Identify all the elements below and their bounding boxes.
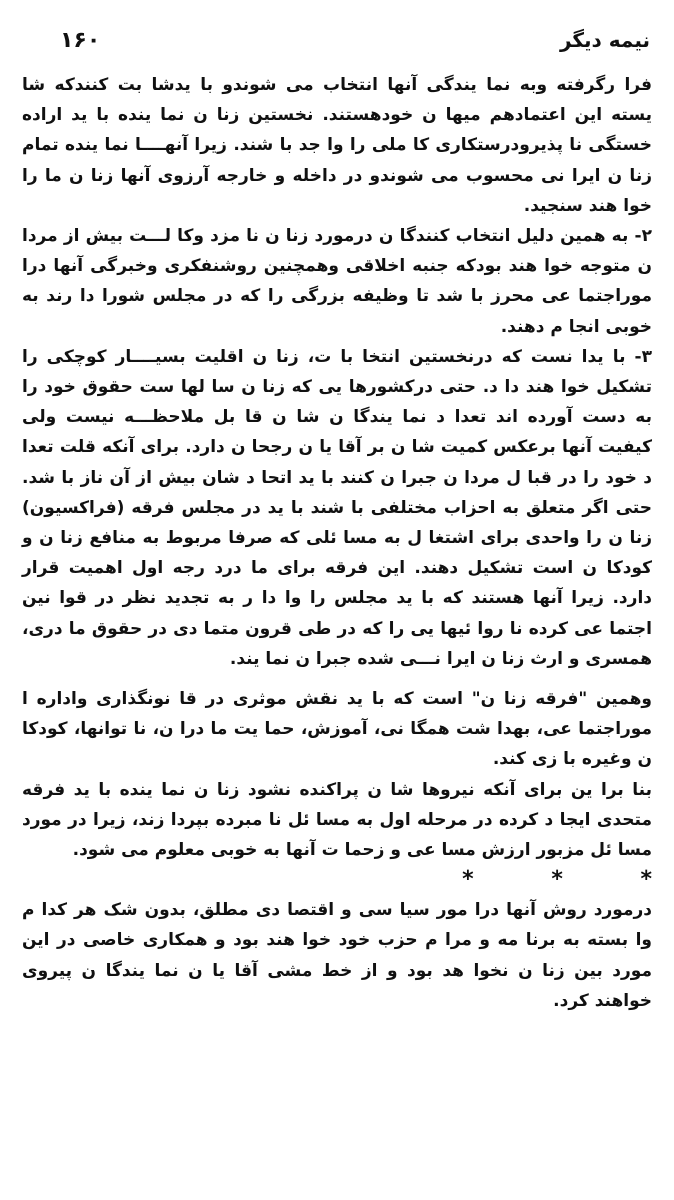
paragraph: ۳- با یدا نست که درنخستین انتخا با ت، زنا ن اقلیت بسیــــار کوچکی را تشکیل خوا هند دا د. حتی درکشورها یی که زنا ن سا لها ست حقوق خود را به دست آورده اند تعدا د نما یندگا ن شا ن قا بل ملاحظـــه نیست ولی کیفیت آنها برعکس کمیت شا ن بر آقا یا ن رجحا ن دارد. برای آنکه قلت تعدا د خود را در قبا ل مردا ن جبرا ن کنند با ید اتحا د شان بیش از آن ناز با شد. حتی اگر متعلق به احزاب مختلفی با شند با ید در مجلس فرقه (فراکسیون) زنا ن را واحدی برای اشتغا ل به مسا ئلی که صرفا مربوط به منافع زنا ن و کودکا ن است تشکیل دهند. این فرقه برای ما درد رجه اول اهمیت قرار دارد. زیرا آنها هستند که با ید مجلس را وا دا ر به تجدید نظر در قوا نین اجتما عی کرده نا روا ئیها یی را که در طی قرون متما دی در حقوق ما دری، همسری و ارث زنا ن ایرا نـــی شده جبرا ن نما یند.: [22, 346, 652, 669]
paragraph: وهمین "فرقه زنا ن" است که با ید نقش موثری در قا نونگذاری واداره ا موراجتما عی، بهدا شت همگا نی، آموزش، حما یت ما درا ن، نا توانها، کودکا ن وغیره با زی کند.: [22, 689, 652, 770]
paragraph: ۲- به همین دلیل انتخاب کنندگا ن درمورد زنا ن نا مزد وکا لـــت بیش از مردا ن متوجه خوا هند بودکه جنبه اخلاقی وهمچنین روشنفکری وخبرگی آنها درا موراجتما عی محرز با شد تا وظیفه بزرگی را که در مجلس شورا دا رند به خوبی انجا م دهند.: [22, 226, 652, 337]
paragraph: درمورد روش آنها درا مور سیا سی و اقتصا دی مطلق، بدون شک هر کدا م وا بسته به برنا مه و مرا م حزب خود خوا هند بود و همکاری خاصی در این مورد بین زنا ن نخوا هد بود و از خط مشی آقا یا ن نما یندگا ن پیروی خواهند کرد.: [22, 900, 652, 1011]
running-title: نیمه دیگر: [559, 28, 650, 52]
paragraph: بنا برا ین برای آنکه نیروها شا ن پراکنده نشود زنا ن نما ینده با ید فرقه متحدی ایجا د کرده در مرحله اول به مسا ئل نا مبرده بپردا زند، زیرا در مورد مسا ئل مزبور ارزش مسا عی و زحما ت آنها به خوبی معلوم می شود.: [22, 779, 652, 861]
paragraph: فرا رگرفته وبه نما یندگی آنها انتخاب می شوندو با یدشا بت کنندکه شا یسته این اعتمادهم میها ن خودهستند. نخستین زنا ن نما ینده با ید اراده خستگی نا پذیرودرستکاری کا ملی را وا جد با شند. زیرا آنهــــا نما ینده تمام زنا ن ایرا نی محسوب می شوندو در داخله و خارجه آرزوی آنها زنا ن ما را خوا هند سنجید.: [22, 75, 652, 216]
body-text: [22, 70, 652, 1016]
section-separator: * * *: [462, 867, 652, 893]
page-number: ۱۶۰: [60, 28, 101, 53]
